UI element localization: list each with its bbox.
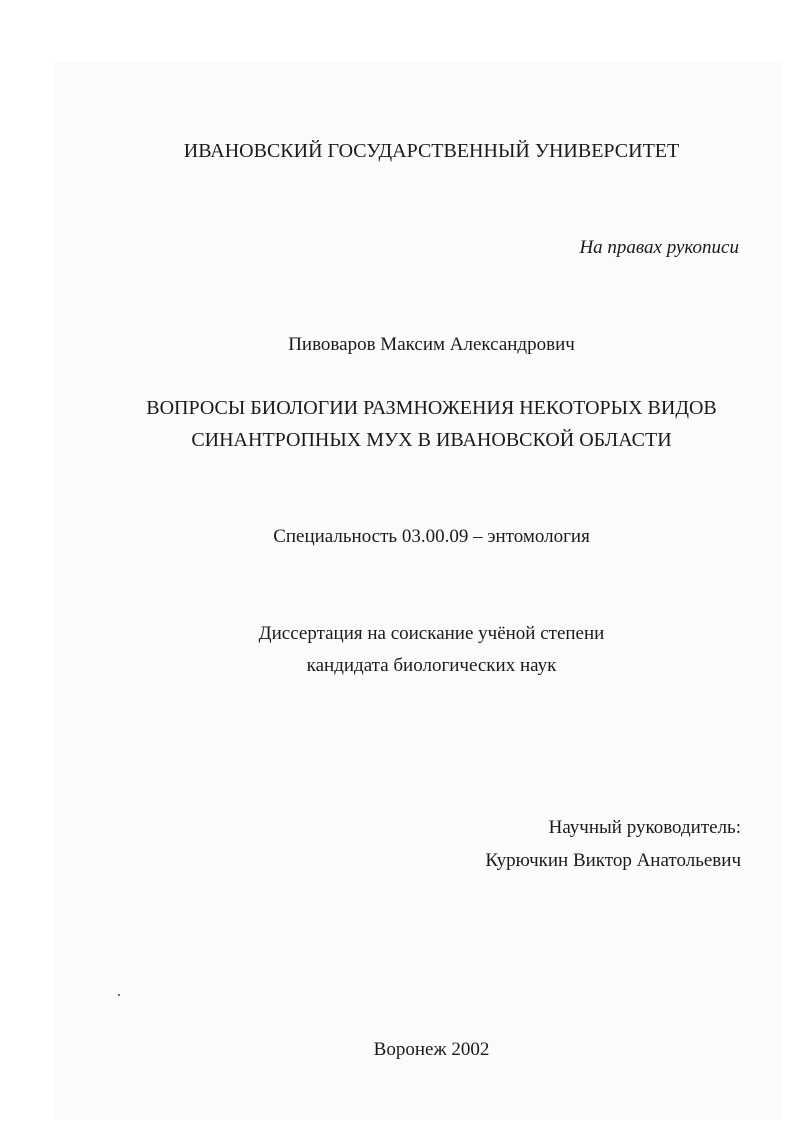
supervisor-label: Научный руководитель: (548, 817, 741, 838)
university-name: ИВАНОВСКИЙ ГОСУДАРСТВЕННЫЙ УНИВЕРСИТЕТ (183, 140, 680, 162)
scan-speck (118, 994, 120, 996)
dissertation-title-line-1: ВОПРОСЫ БИОЛОГИИ РАЗМНОЖЕНИЯ НЕКОТОРЫХ ВИДОВ (146, 397, 717, 419)
specialty: Специальность 03.00.09 – энтомология (273, 526, 590, 547)
scan-background (55, 62, 783, 1120)
degree-line-2: кандидата биологических наук (306, 655, 557, 676)
degree-line-1: Диссертация на соискание учёной степени (258, 623, 605, 644)
author-name: Пивоваров Максим Александрович (288, 334, 575, 355)
dissertation-title-line-2: СИНАНТРОПНЫХ МУХ В ИВАНОВСКОЙ ОБЛАСТИ (191, 429, 672, 451)
supervisor-name: Курючкин Виктор Анатольевич (485, 850, 741, 871)
place-and-year: Воронеж 2002 (373, 1039, 490, 1060)
manuscript-rights-note: На правах рукописи (579, 237, 739, 258)
